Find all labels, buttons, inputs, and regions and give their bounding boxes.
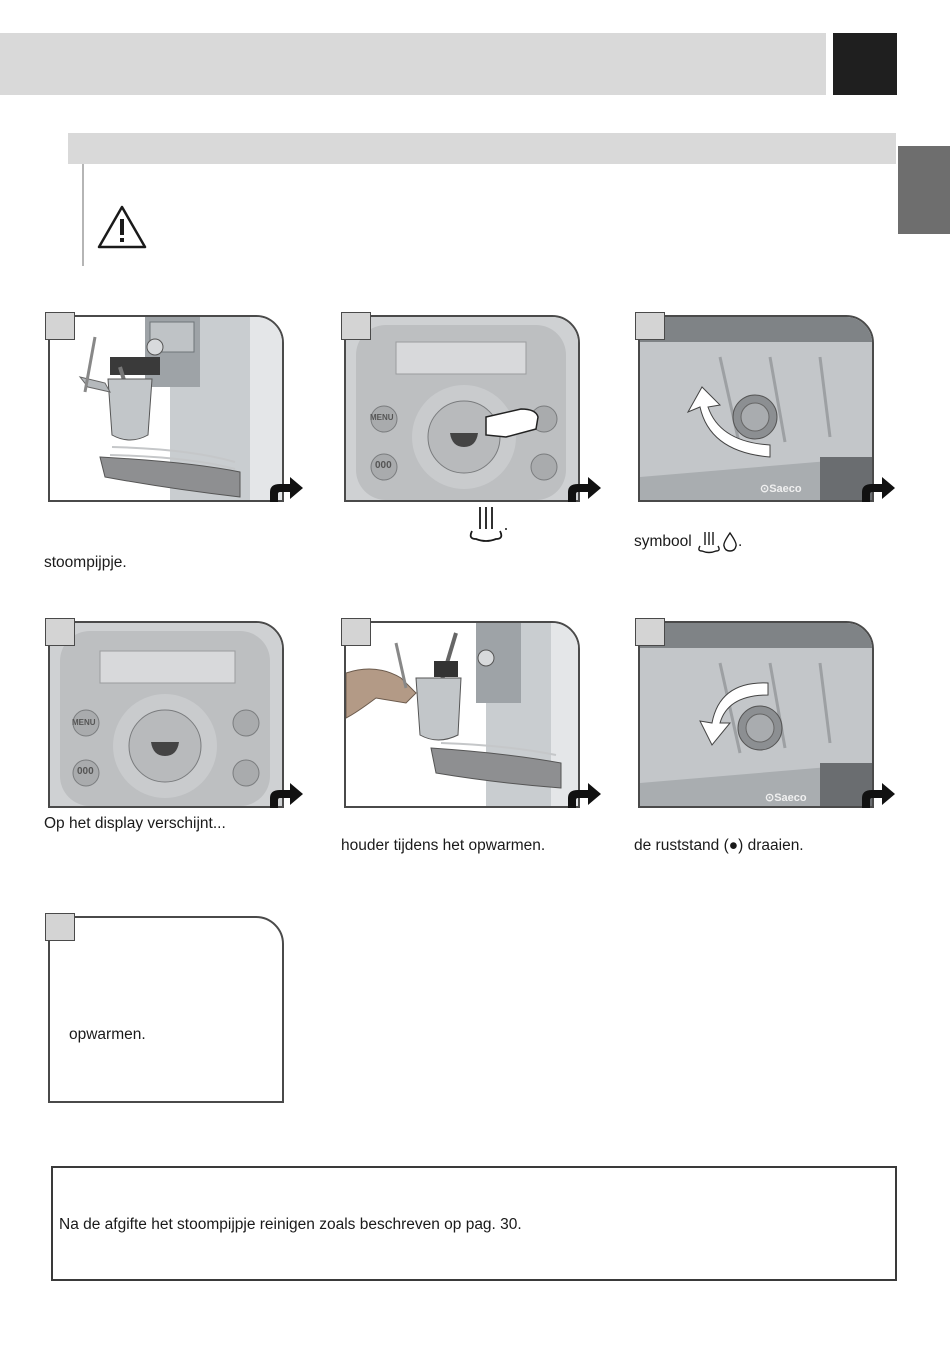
saeco-logo: ⊙Saeco — [765, 792, 807, 804]
next-arrow-icon — [268, 476, 304, 504]
step-5-caption: houder tijdens het opwarmen. — [341, 837, 546, 854]
step-3-caption-suffix: . — [738, 533, 743, 551]
header-block — [833, 33, 897, 95]
warning-triangle-icon — [96, 204, 148, 250]
step-3-number-box — [635, 312, 665, 340]
next-arrow-icon — [860, 782, 896, 810]
step-1-number-box — [45, 312, 75, 340]
step-3-caption-text: symbool — [634, 533, 692, 551]
note-text: Na de afgifte het stoompijpje reinigen zoals beschreven op pag. 30. — [59, 1216, 522, 1233]
header-bar — [0, 33, 826, 95]
step-5-panel — [344, 621, 580, 808]
steam-icon — [466, 505, 510, 543]
section-bar — [68, 133, 896, 164]
step-6-number-box — [635, 618, 665, 646]
steam-icon — [696, 530, 722, 554]
next-arrow-icon — [566, 476, 602, 504]
control-panel-illustration — [346, 317, 580, 502]
control-panel-display-illustration — [50, 623, 284, 808]
step-7-number-box — [45, 913, 75, 941]
water-drop-icon — [722, 531, 738, 553]
step-2-number-box — [341, 312, 371, 340]
next-arrow-icon — [566, 782, 602, 810]
step-7-panel — [48, 916, 284, 1103]
step-1-caption: stoompijpje. — [44, 554, 127, 571]
step-6-caption: de ruststand (●) draaien. — [634, 837, 804, 854]
step-3-panel — [638, 315, 874, 502]
step-6-panel — [638, 621, 874, 808]
step-3-caption — [634, 530, 742, 554]
step-2-panel — [344, 315, 580, 502]
side-tab — [898, 146, 950, 234]
next-arrow-icon — [860, 476, 896, 504]
triple-button-label: 000 — [77, 766, 94, 777]
hand-holding-milk-jug-illustration — [346, 623, 580, 808]
menu-button-label: MENU — [72, 718, 96, 727]
knob-turn-clockwise-illustration — [640, 623, 874, 808]
step-7-caption: opwarmen. — [69, 1026, 146, 1043]
next-arrow-icon — [268, 782, 304, 810]
warning-rule — [82, 164, 84, 266]
step-4-number-box — [45, 618, 75, 646]
step-4-caption: Op het display verschijnt... — [44, 815, 226, 832]
note-box — [51, 1166, 897, 1281]
triple-button-label: 000 — [375, 460, 392, 471]
saeco-logo: ⊙Saeco — [760, 483, 802, 495]
milk-jug-under-steam-wand-illustration — [50, 317, 284, 502]
step-4-panel — [48, 621, 284, 808]
step-1-panel — [48, 315, 284, 502]
step-5-number-box — [341, 618, 371, 646]
knob-turn-counterclockwise-illustration — [640, 317, 874, 502]
menu-button-label: MENU — [370, 413, 394, 422]
